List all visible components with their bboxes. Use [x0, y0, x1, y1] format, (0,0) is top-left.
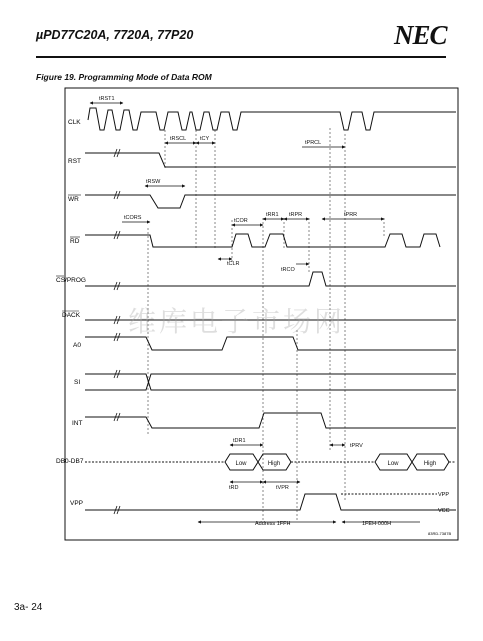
address-label-1ffh: Address 1FFH	[255, 521, 291, 527]
int-waveform	[85, 413, 456, 428]
cs-prog-waveform	[85, 272, 456, 286]
signal-label-dack: DACK	[62, 312, 81, 319]
signal-label-rst: RST	[68, 158, 81, 165]
address-label-1feh: 1FEH-000H	[362, 521, 392, 527]
signal-label-wr: WR	[68, 196, 79, 203]
figure-code: 83RD-7387B	[428, 531, 452, 536]
label-trd: tRD	[229, 485, 239, 491]
label-trsw: tRSW	[146, 179, 161, 185]
db-high-label-1: High	[267, 461, 281, 467]
vpp-level-label: VPP	[438, 492, 450, 498]
signal-label-int: INT	[72, 420, 83, 427]
db-low-label-1: Low	[235, 461, 247, 467]
signal-label-db: DB0-DB7	[56, 458, 84, 465]
rst-waveform	[85, 153, 456, 167]
break-marks	[114, 149, 120, 514]
vpp-waveform	[85, 494, 456, 510]
label-trco: tRCO	[281, 267, 295, 273]
wr-waveform	[85, 195, 456, 208]
label-tcors: tCORS	[124, 215, 142, 221]
label-tcor: tCOR	[234, 218, 248, 224]
label-tprr: tPRR	[344, 212, 358, 218]
page-number: 3a- 24	[14, 602, 43, 613]
db-high-label-2: High	[423, 461, 437, 467]
label-trscl: tRSCL	[170, 136, 187, 142]
rd-waveform	[85, 234, 440, 247]
signal-label-vpp: VPP	[70, 500, 84, 507]
signal-label-a0: A0	[73, 342, 81, 349]
watermark: 维库电子市场网	[128, 305, 346, 338]
label-tclr: tCLR	[227, 261, 240, 267]
si-waveform-high	[85, 374, 456, 390]
signal-label-rd: RD	[70, 238, 80, 245]
label-trpr: tRPR	[289, 212, 303, 218]
label-tdr1: tDR1	[233, 438, 246, 444]
label-tprv: tPRV	[350, 443, 363, 449]
signal-label-cs-prog: CS/PROG	[56, 277, 86, 284]
vcc-level-label: VCC	[438, 508, 450, 514]
label-trr1: tRR1	[266, 212, 279, 218]
figure-caption: Figure 19. Programming Mode of Data ROM	[36, 72, 212, 82]
si-waveform-low	[85, 374, 456, 390]
label-tprcl: tPRCL	[305, 140, 322, 146]
label-tvpr: tVPR	[276, 485, 289, 491]
signal-label-clk: CLK	[68, 119, 81, 126]
clk-waveform	[88, 108, 456, 130]
nec-logo: NEC	[394, 20, 447, 50]
signal-label-si: SI	[74, 379, 81, 386]
label-trst1: tRST1	[99, 96, 115, 102]
db-low-label-2: Low	[387, 461, 399, 467]
document-title: µPD77C20A, 7720A, 77P20	[36, 28, 194, 42]
label-tcy: tCY	[200, 136, 210, 142]
